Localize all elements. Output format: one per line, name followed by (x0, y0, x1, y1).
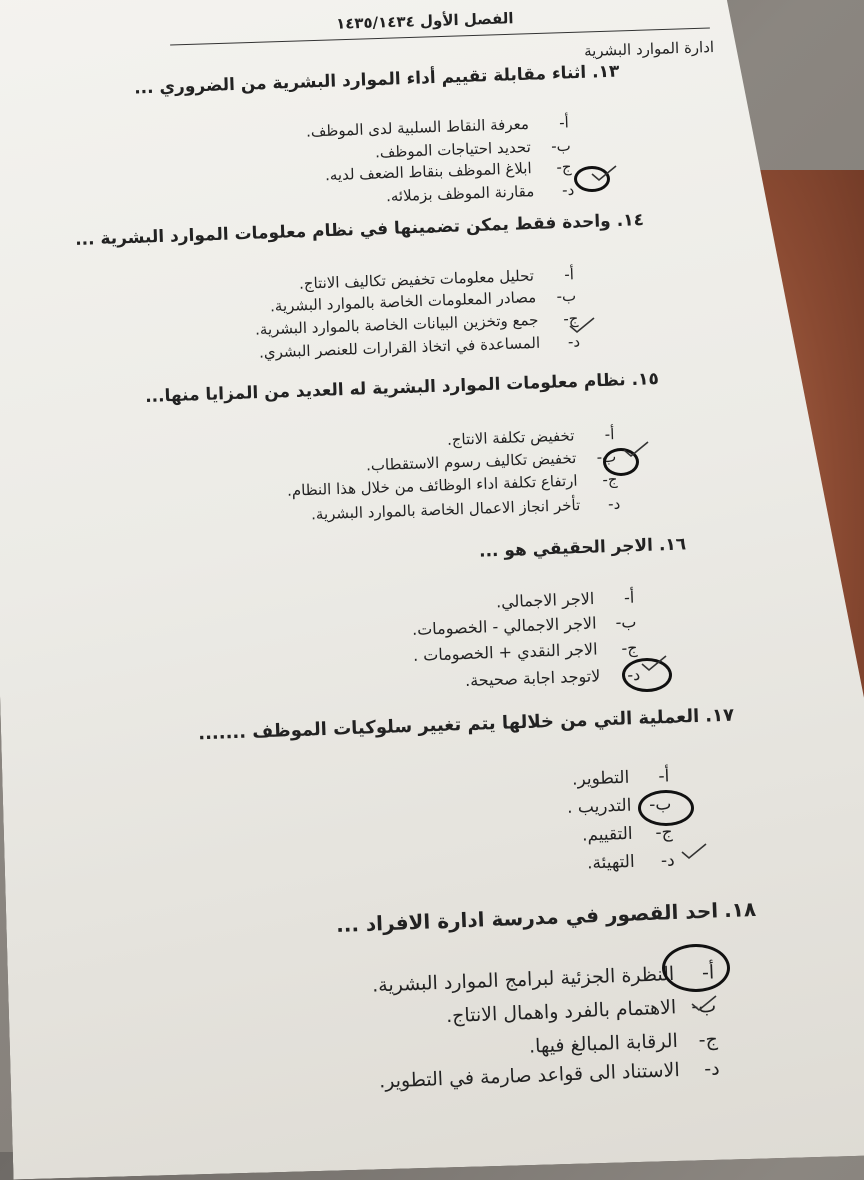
question-15 (145, 369, 659, 407)
option-letter: أ- (701, 961, 715, 984)
option-letter: د- (626, 664, 641, 685)
option-letter: ب- (596, 447, 617, 467)
question-number: ١٤. (616, 210, 645, 232)
option-text: مقارنة الموظف بزملائه. (385, 182, 535, 206)
option-16-b[interactable] (411, 612, 636, 639)
option-text: الاهتمام بالفرد واهمال الانتاج. (445, 996, 677, 1028)
question-13 (133, 62, 619, 99)
option-16-a[interactable] (495, 588, 634, 612)
option-letter: ج- (556, 157, 573, 177)
option-15-d[interactable] (310, 495, 620, 524)
option-text: الاستناد الى قواعد صارمة في التطوير. (378, 1059, 681, 1093)
option-13-d[interactable] (385, 181, 574, 206)
question-14 (75, 210, 644, 250)
option-text: الاجر الاجمالي - الخصومات. (411, 613, 597, 639)
option-18-b[interactable] (445, 995, 716, 1027)
option-letter: ب- (648, 794, 672, 815)
checkmark-icon (622, 440, 650, 458)
option-17-d[interactable] (587, 850, 675, 873)
semester-header: الفصل الأول ١٤٣٥/١٤٣٤ (336, 9, 515, 33)
option-letter: د- (704, 1057, 721, 1081)
option-text: ارتفاع تكلفة اداء الوظائف من خلال هذا النظام. (287, 471, 579, 500)
option-letter: د- (561, 180, 575, 200)
option-text: الاجر الاجمالي. (495, 588, 595, 612)
option-13-c[interactable] (325, 158, 572, 185)
option-text: مصادر المعلومات الخاصة بالموارد البشرية. (269, 288, 537, 316)
option-15-b[interactable] (365, 448, 616, 475)
option-text: الاجر النقدي + الخصومات . (413, 639, 599, 665)
option-17-a[interactable] (571, 766, 669, 789)
option-text: النظرة الجزئية لبرامج الموارد البشرية. (371, 962, 675, 997)
option-text: الرقابة المبالغ فيها. (528, 1029, 679, 1058)
option-18-d[interactable] (379, 1057, 720, 1092)
option-letter: ج- (621, 638, 639, 658)
option-letter: أ- (564, 265, 575, 284)
question-17 (198, 705, 735, 745)
question-text: احد القصور في مدرسة ادارة الافراد ... (335, 898, 719, 938)
option-13-b[interactable] (375, 137, 571, 162)
option-text: التقييم. (582, 823, 634, 846)
option-text: تخفيض تكاليف رسوم الاستقطاب. (365, 449, 577, 475)
checkmark-icon (568, 316, 596, 334)
option-text: جمع وتخزين البيانات الخاصة بالموارد البشرية. (254, 310, 539, 339)
option-letter: د- (567, 332, 581, 351)
question-18 (335, 897, 756, 937)
option-text: تحليل معلومات تخفيض تكاليف الانتاج. (298, 266, 535, 293)
option-18-c[interactable] (529, 1028, 719, 1057)
question-number: ١٥. (631, 369, 660, 390)
option-17-c[interactable] (582, 822, 673, 845)
checkmark-icon (590, 164, 618, 182)
question-text: الاجر الحقيقي هو ... (478, 535, 654, 562)
option-text: تخفيض تكلفة الانتاج. (446, 426, 575, 449)
option-15-a[interactable] (446, 425, 614, 449)
option-letter: د- (660, 850, 676, 871)
option-text: ابلاغ الموظف بنقاط الضعف لديه. (325, 159, 533, 185)
question-16 (479, 534, 687, 561)
option-text: المساعدة في اتخاذ القرارات للعنصر البشري. (258, 333, 541, 362)
option-text: لاتوجد اجابة صحيحة. (464, 666, 601, 691)
option-text: تأخر انجاز الاعمال الخاصة بالموارد البشرية. (310, 496, 581, 524)
option-text: التدريب . (566, 795, 632, 818)
question-number: ١٣. (591, 61, 620, 83)
question-text: العملية التي من خلالها يتم تغيير سلوكيات الموظف ....... (197, 705, 700, 745)
option-letter: ب- (556, 286, 577, 306)
option-letter: أ- (623, 587, 635, 607)
answer-circle-mark (662, 944, 730, 992)
option-13-a[interactable] (306, 113, 569, 140)
checkmark-icon (680, 842, 708, 860)
option-text: التهيئة. (587, 851, 636, 874)
option-letter: ج- (602, 470, 619, 489)
option-16-d[interactable] (464, 665, 640, 690)
question-text: اثناء مقابلة تقييم أداء الموارد البشرية من الضروري ... (133, 62, 586, 99)
option-text: تحديد احتياجات الموظف. (374, 137, 532, 162)
question-number: ١٧. (704, 704, 735, 727)
option-letter: أ- (657, 766, 670, 787)
option-letter: د- (607, 494, 621, 514)
option-16-c[interactable] (413, 638, 638, 665)
question-text: واحدة فقط يمكن تضمينها في نظام معلومات الموارد البشرية ... (74, 211, 611, 250)
option-letter: أ- (559, 113, 570, 132)
option-letter: ب- (551, 136, 572, 156)
option-letter: ج- (655, 822, 674, 844)
option-letter: ب- (614, 612, 637, 632)
checkmark-icon (690, 994, 718, 1012)
answer-circle-mark (638, 790, 694, 826)
question-number: ١٨. (723, 896, 757, 923)
checkmark-icon (640, 654, 668, 672)
option-letter: ج- (698, 1028, 719, 1052)
question-number: ١٦. (658, 534, 687, 556)
option-text: معرفة النقاط السلبية لدى الموظف. (305, 114, 530, 141)
option-letter: أ- (604, 425, 615, 444)
question-text: نظام معلومات الموارد البشرية له العديد من المزايا منها... (144, 370, 626, 407)
option-15-c[interactable] (287, 470, 618, 500)
course-title: ادارة الموارد البشرية (583, 37, 715, 61)
option-letter: ج- (562, 309, 579, 328)
option-text: التطوير. (571, 767, 630, 790)
option-letter: ب- (690, 994, 717, 1018)
